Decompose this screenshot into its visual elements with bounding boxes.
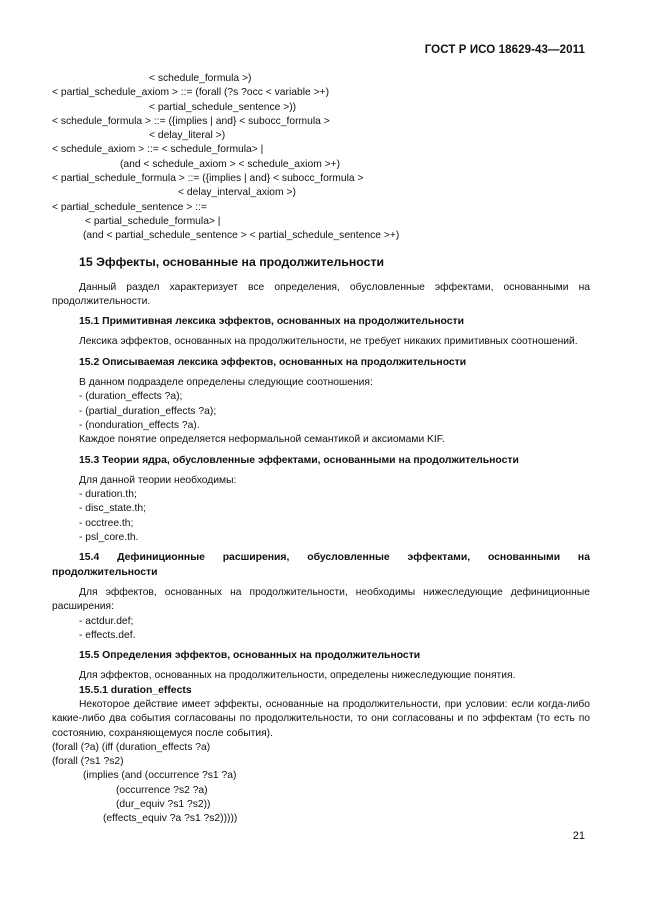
- section-15-5-title: 15.5 Определения эффектов, основанных на продолжительности: [79, 650, 421, 662]
- formula-line: (effects_equiv ?a ?s1 ?s2))))): [103, 813, 238, 825]
- list-item: - (duration_effects ?a);: [79, 391, 183, 403]
- section-15-5-1-text: Некоторое действие имеет эффекты, основанные на продолжительности, при условии: если когда-либо какие-либо два события согласованы по продолжительности, то они согласованы и по эффектам (то есть по состоянию, сохраняющемуся после события).: [52, 698, 590, 739]
- formula-line: < schedule_axiom > ::= < schedule_formula> |: [52, 144, 264, 156]
- page-number: 21: [572, 830, 585, 842]
- formula-line: (forall (?s1 ?s2): [52, 756, 124, 768]
- formula-line: < delay_literal >): [149, 130, 226, 142]
- section-15-1-title: 15.1 Примитивная лексика эффектов, основанных на продолжительности: [79, 316, 464, 328]
- section-15-4-intro: Для эффектов, основанных на продолжительности, необходимы нижеследующие дефиниционные расширения:: [52, 586, 590, 613]
- section-15-2-intro: В данном подразделе определены следующие соотношения:: [79, 377, 373, 389]
- section-15-intro: Данный раздел характеризует все определения, обусловленные эффектами, основанными на продолжительности.: [52, 281, 590, 307]
- section-15-title: 15 Эффекты, основанные на продолжительности: [79, 254, 385, 269]
- list-item: - duration.th;: [79, 489, 137, 501]
- kif-formula-duration-effects: [52, 741, 590, 827]
- section-15-3-title: 15.3 Теории ядра, обусловленные эффектами, основанными на продолжительности: [79, 454, 519, 466]
- bnf-formulas-top: [52, 72, 590, 244]
- list-item: - actdur.def;: [79, 615, 134, 627]
- formula-line: < partial_schedule_axiom > ::= (forall (?s ?occ < variable >+): [52, 87, 330, 99]
- list-item: - (nonduration_effects ?a).: [79, 419, 200, 431]
- list-item: - disc_state.th;: [79, 503, 146, 515]
- section-15-2-title: 15.2 Описываемая лексика эффектов, основанных на продолжительности: [79, 356, 467, 368]
- section-15-5-intro: Для эффектов, основанных на продолжительности, определены нижеследующие понятия.: [79, 670, 516, 682]
- formula-line: < partial_schedule_sentence >)): [149, 101, 297, 113]
- list-item: - (partial_duration_effects ?a);: [79, 405, 217, 417]
- formula-line: < schedule_formula > ::= ({implies | and} < subocc_formula >: [52, 115, 330, 127]
- list-item: - psl_core.th.: [79, 532, 139, 544]
- formula-line: < schedule_formula >): [149, 73, 252, 84]
- formula-line: < partial_schedule_formula> |: [85, 215, 221, 227]
- formula-line: (and < schedule_axiom > < schedule_axiom >+): [120, 158, 341, 170]
- formula-line: (implies (and (occurrence ?s1 ?a): [83, 770, 237, 782]
- section-15-1-text: Лексика эффектов, основанных на продолжительности, не требует никаких примитивных соотношений.: [79, 336, 578, 348]
- section-15-2-outro: Каждое понятие определяется неформальной семантикой и аксиомами KIF.: [79, 434, 445, 446]
- section-15-4-title: 15.4 Дефиниционные расширения, обусловленные эффектами, основанными на продолжительности: [52, 552, 590, 578]
- formula-line: (forall (?a) (iff (duration_effects ?a): [52, 741, 211, 753]
- formula-line: < partial_schedule_sentence > ::=: [52, 201, 207, 213]
- list-item: - effects.def.: [79, 629, 136, 641]
- section-15-5-1-title: 15.5.1 duration_effects: [79, 684, 192, 696]
- formula-line: (dur_equiv ?s1 ?s2)): [116, 799, 211, 811]
- formula-line: (and < partial_schedule_sentence > < partial_schedule_sentence >+): [83, 230, 400, 242]
- formula-line: < delay_interval_axiom >): [178, 187, 296, 199]
- formula-line: < partial_schedule_formula > ::= ({implies | and} < subocc_formula >: [52, 173, 364, 185]
- section-15-3-intro: Для данной теории необходимы:: [79, 474, 237, 486]
- list-item: - occtree.th;: [79, 517, 134, 529]
- standard-header: ГОСТ Р ИСО 18629-43—2011: [424, 44, 585, 56]
- page-content: [52, 72, 590, 827]
- formula-line: (occurrence ?s2 ?a): [116, 784, 208, 796]
